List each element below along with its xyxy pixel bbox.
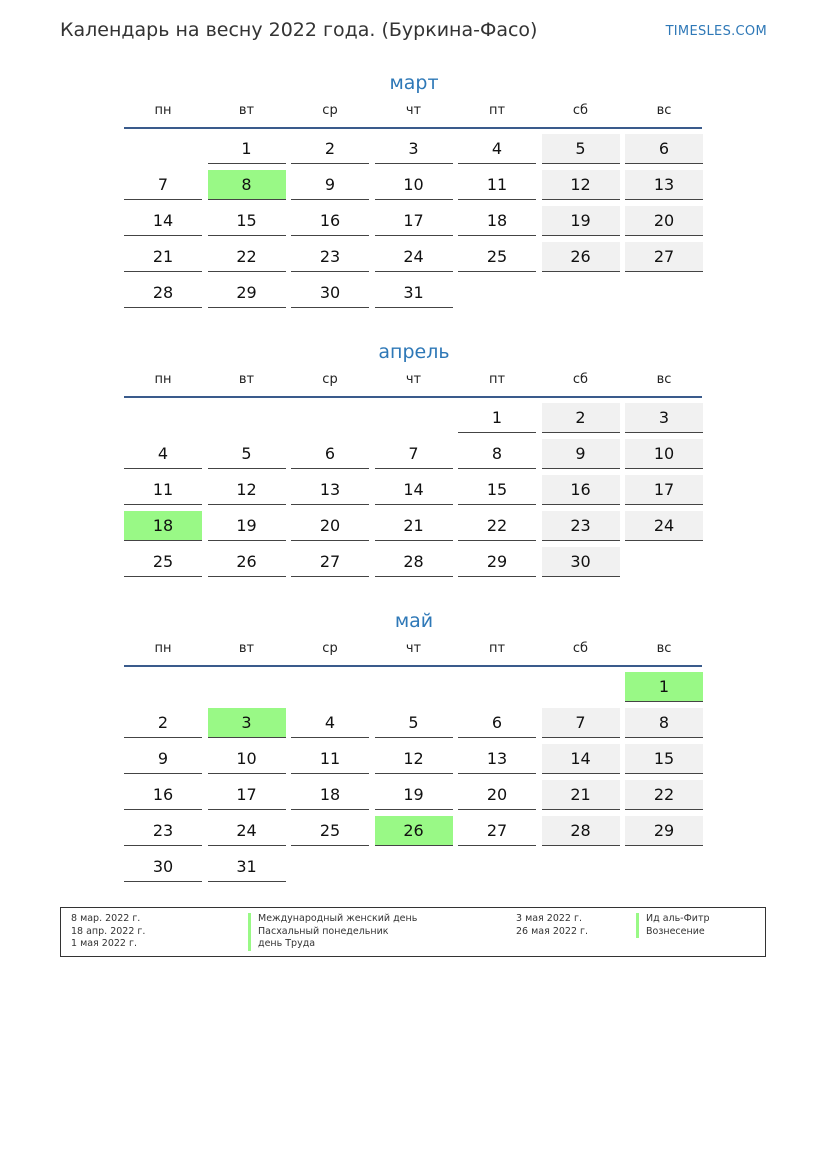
header-rule <box>124 396 702 398</box>
day-cell: 10 <box>625 439 703 469</box>
day-cell: 9 <box>124 744 202 774</box>
month-title: март <box>389 72 439 94</box>
empty-day-cell <box>124 672 202 702</box>
month-1 <box>124 341 704 583</box>
weekday-header <box>124 101 704 127</box>
week-row <box>124 170 704 201</box>
day-cell: 16 <box>291 206 369 236</box>
empty-day-cell <box>375 852 453 882</box>
day-cell: 7 <box>542 708 620 738</box>
day-cell: 15 <box>458 475 536 505</box>
day-cell: 11 <box>124 475 202 505</box>
weekday-label: ср <box>322 641 338 656</box>
day-cell: 14 <box>375 475 453 505</box>
day-cell: 11 <box>458 170 536 200</box>
day-cell: 6 <box>291 439 369 469</box>
day-cell: 13 <box>291 475 369 505</box>
day-cell: 29 <box>208 278 286 308</box>
day-cell: 4 <box>291 708 369 738</box>
day-cell: 25 <box>458 242 536 272</box>
empty-day-cell <box>291 672 369 702</box>
day-cell: 28 <box>124 278 202 308</box>
week-row <box>124 852 704 883</box>
day-cell: 4 <box>458 134 536 164</box>
day-cell: 6 <box>458 708 536 738</box>
weekday-label: пт <box>488 641 506 656</box>
empty-day-cell <box>542 852 620 882</box>
weekday-label: сб <box>572 641 589 656</box>
legend-holiday-name: день Труда <box>248 938 417 951</box>
month-0 <box>124 72 704 314</box>
empty-day-cell <box>375 403 453 433</box>
weekday-label: пн <box>154 103 172 118</box>
day-cell: 7 <box>124 170 202 200</box>
weekday-label: чт <box>405 103 422 118</box>
day-cell: 15 <box>208 206 286 236</box>
day-cell: 27 <box>458 816 536 846</box>
day-cell: 18 <box>291 780 369 810</box>
legend-date: 3 мая 2022 г. <box>516 913 582 924</box>
day-cell: 12 <box>208 475 286 505</box>
weekday-label: вт <box>238 641 255 656</box>
empty-day-cell <box>625 852 703 882</box>
day-cell: 24 <box>625 511 703 541</box>
day-cell: 7 <box>375 439 453 469</box>
day-cell: 25 <box>124 547 202 577</box>
day-cell: 23 <box>542 511 620 541</box>
day-cell: 21 <box>375 511 453 541</box>
legend-left-names <box>248 913 417 951</box>
day-cell: 15 <box>625 744 703 774</box>
weekday-label: ср <box>322 372 338 387</box>
week-row <box>124 816 704 847</box>
day-cell: 29 <box>625 816 703 846</box>
day-grid <box>124 672 704 883</box>
legend-right-names <box>636 913 710 938</box>
page-title: Календарь на весну 2022 года. (Буркина-Фасо) <box>60 19 538 41</box>
day-cell: 29 <box>458 547 536 577</box>
day-cell: 19 <box>542 206 620 236</box>
legend-right-dates <box>516 913 588 938</box>
weekday-label: чт <box>405 641 422 656</box>
week-row <box>124 780 704 811</box>
legend-holiday-name: Ид аль-Фитр <box>636 913 710 926</box>
week-row <box>124 242 704 273</box>
weekday-label: чт <box>405 372 422 387</box>
weekday-label: вс <box>656 641 672 656</box>
weekday-label: пт <box>488 103 506 118</box>
weekday-label: сб <box>572 372 589 387</box>
empty-day-cell <box>625 547 703 577</box>
day-cell: 8 <box>625 708 703 738</box>
day-cell: 22 <box>458 511 536 541</box>
day-cell: 16 <box>124 780 202 810</box>
empty-day-cell <box>458 672 536 702</box>
day-cell: 16 <box>542 475 620 505</box>
day-cell: 27 <box>291 547 369 577</box>
month-title: май <box>394 610 434 632</box>
day-cell: 23 <box>291 242 369 272</box>
day-cell: 9 <box>291 170 369 200</box>
day-cell: 3 <box>208 708 286 738</box>
week-row <box>124 439 704 470</box>
day-cell: 6 <box>625 134 703 164</box>
day-cell: 17 <box>208 780 286 810</box>
week-row <box>124 206 704 237</box>
day-cell: 2 <box>542 403 620 433</box>
day-cell: 30 <box>542 547 620 577</box>
weekday-label: вт <box>238 103 255 118</box>
day-cell: 17 <box>625 475 703 505</box>
empty-day-cell <box>124 403 202 433</box>
day-cell: 12 <box>375 744 453 774</box>
day-cell: 21 <box>124 242 202 272</box>
month-2 <box>124 610 704 888</box>
day-cell: 12 <box>542 170 620 200</box>
day-cell: 22 <box>625 780 703 810</box>
day-cell: 5 <box>375 708 453 738</box>
day-cell: 26 <box>375 816 453 846</box>
day-cell: 26 <box>542 242 620 272</box>
day-cell: 31 <box>208 852 286 882</box>
day-cell: 5 <box>208 439 286 469</box>
day-cell: 2 <box>291 134 369 164</box>
weekday-label: пн <box>154 641 172 656</box>
holiday-legend <box>60 907 766 957</box>
legend-date: 26 мая 2022 г. <box>516 925 589 937</box>
empty-day-cell <box>375 672 453 702</box>
empty-day-cell <box>208 403 286 433</box>
day-cell: 1 <box>208 134 286 164</box>
day-cell: 24 <box>375 242 453 272</box>
day-cell: 30 <box>291 278 369 308</box>
weekday-label: пн <box>154 372 172 387</box>
month-title: апрель <box>378 341 450 363</box>
weekday-label: вс <box>656 372 672 387</box>
day-cell: 1 <box>458 403 536 433</box>
day-cell: 24 <box>208 816 286 846</box>
week-row <box>124 134 704 165</box>
day-cell: 1 <box>625 672 703 702</box>
day-cell: 13 <box>625 170 703 200</box>
day-cell: 27 <box>625 242 703 272</box>
header-rule <box>124 665 702 667</box>
day-cell: 28 <box>542 816 620 846</box>
day-cell: 5 <box>542 134 620 164</box>
legend-date: 8 мар. 2022 г. <box>71 913 141 924</box>
day-cell: 20 <box>291 511 369 541</box>
empty-day-cell <box>208 672 286 702</box>
weekday-label: вс <box>656 103 672 118</box>
day-cell: 17 <box>375 206 453 236</box>
week-row <box>124 511 704 542</box>
legend-holiday-name: Пасхальный понедельник <box>248 926 417 939</box>
week-row <box>124 278 704 309</box>
day-cell: 23 <box>124 816 202 846</box>
day-cell: 10 <box>208 744 286 774</box>
day-cell: 26 <box>208 547 286 577</box>
day-cell: 14 <box>124 206 202 236</box>
empty-day-cell <box>625 278 703 308</box>
legend-holiday-name: Вознесение <box>636 926 710 939</box>
day-cell: 10 <box>375 170 453 200</box>
weekday-label: ср <box>322 103 338 118</box>
day-cell: 3 <box>625 403 703 433</box>
day-cell: 28 <box>375 547 453 577</box>
weekday-header <box>124 370 704 396</box>
week-row <box>124 547 704 578</box>
day-cell: 22 <box>208 242 286 272</box>
day-cell: 18 <box>458 206 536 236</box>
day-grid <box>124 403 704 578</box>
day-cell: 20 <box>625 206 703 236</box>
day-cell: 2 <box>124 708 202 738</box>
day-cell: 9 <box>542 439 620 469</box>
day-cell: 8 <box>208 170 286 200</box>
week-row <box>124 708 704 739</box>
day-cell: 19 <box>208 511 286 541</box>
week-row <box>124 744 704 775</box>
day-cell: 13 <box>458 744 536 774</box>
empty-day-cell <box>458 852 536 882</box>
legend-holiday-name: Международный женский день <box>248 913 417 926</box>
legend-left-dates <box>71 913 145 951</box>
weekday-label: сб <box>572 103 589 118</box>
weekday-label: вт <box>238 372 255 387</box>
empty-day-cell <box>542 278 620 308</box>
empty-day-cell <box>124 134 202 164</box>
week-row <box>124 672 704 703</box>
day-cell: 21 <box>542 780 620 810</box>
day-cell: 8 <box>458 439 536 469</box>
day-cell: 30 <box>124 852 202 882</box>
week-row <box>124 475 704 506</box>
day-cell: 4 <box>124 439 202 469</box>
week-row <box>124 403 704 434</box>
day-grid <box>124 134 704 309</box>
site-link[interactable]: TIMESLES.COM <box>665 24 767 39</box>
day-cell: 14 <box>542 744 620 774</box>
day-cell: 25 <box>291 816 369 846</box>
day-cell: 11 <box>291 744 369 774</box>
legend-date: 18 апр. 2022 г. <box>71 925 146 937</box>
day-cell: 20 <box>458 780 536 810</box>
empty-day-cell <box>291 403 369 433</box>
weekday-label: пт <box>488 372 506 387</box>
day-cell: 18 <box>124 511 202 541</box>
empty-day-cell <box>542 672 620 702</box>
empty-day-cell <box>458 278 536 308</box>
header-rule <box>124 127 702 129</box>
day-cell: 3 <box>375 134 453 164</box>
empty-day-cell <box>291 852 369 882</box>
weekday-header <box>124 639 704 665</box>
day-cell: 19 <box>375 780 453 810</box>
day-cell: 31 <box>375 278 453 308</box>
legend-date: 1 мая 2022 г. <box>71 938 137 949</box>
